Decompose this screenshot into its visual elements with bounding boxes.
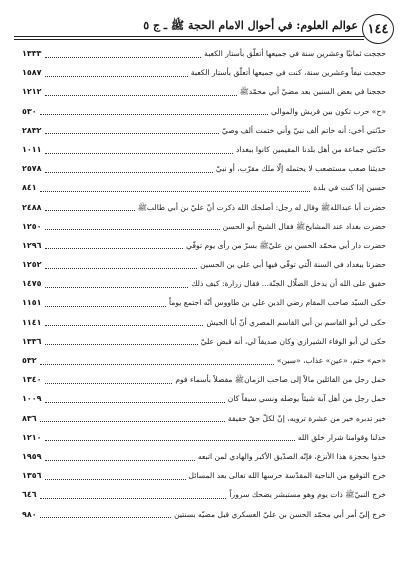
entry-page-number: ١١٥١ (22, 298, 42, 308)
index-entry (22, 255, 386, 274)
dot-leader (45, 286, 189, 288)
page-header (14, 14, 394, 42)
dot-leader (45, 171, 213, 173)
index-entry (22, 178, 386, 197)
dot-leader (45, 401, 225, 403)
index-entry (22, 236, 386, 255)
entry-text: حضرت دار أبي محمّد الحسن بن عليّﷺ بسرّ من رأى يوم توفّي (186, 240, 386, 250)
dot-leader (40, 190, 311, 192)
index-entry (22, 409, 386, 428)
dot-leader (45, 478, 186, 480)
dot-leader (45, 324, 204, 326)
index-entry (22, 447, 386, 466)
dot-leader (40, 516, 171, 518)
dot-leader (45, 267, 198, 269)
entry-text: حضرت بغداد عند المشايخﷺ فقال الشيخ أبو الحسن (222, 221, 386, 231)
entry-text: خذوا بحجزة هذا الأنزع، فإنّه الصدّيق الأكبر والهادي لمن اتبعه (197, 451, 386, 461)
entry-page-number: ٨٤١ (22, 183, 37, 193)
entry-text: حدّثني جماعة من أهل بلدنا المقيمين كانوا ببغداد (235, 144, 386, 154)
entry-text: حديثنا صعب مستصعب لا يحتمله إلّا ملك مقرّب، أو نبيّ (215, 164, 386, 174)
entry-page-number: ١١٤١ (22, 317, 42, 327)
index-entry (22, 293, 386, 312)
entry-text: حمل رجل من القائلين مالاً إلى صاحب الزمانﷺ مفصلاً بأسماء قوم (175, 375, 386, 385)
entry-page-number: ١٢١٠ (22, 432, 42, 442)
index-entry (22, 351, 386, 370)
entry-text: حضرت أبا عبداللهﷺ وقال له رجل: أصلحك الله ذكرت أنّ عليّ بن أبي طالبﷺ (137, 202, 386, 212)
entry-page-number: ١٢٩٦ (22, 240, 42, 250)
entry-text: خرج النبيّﷺ ذات يوم وهو مستبشر يضحك سروراً (229, 490, 386, 500)
dot-leader (45, 247, 184, 249)
entry-text: حقيق على الله أن يدخل الضلّال الجنّة... فقال زرارة: كيف ذلك (191, 279, 386, 289)
dot-leader (45, 343, 198, 345)
entry-text: حدّثني أخي: أنه خاتم ألف نبيّ وأني ختمت ألف وصيّ (221, 125, 386, 135)
entry-page-number: ١٣٣٦ (22, 336, 42, 346)
dot-leader (45, 152, 233, 154)
entry-page-number: ٥٣٠ (22, 106, 37, 116)
index-entry (22, 121, 386, 140)
entry-text: حكى لي أبو الوفاء الشيرازي وكان صديقاً لي، أنه قبض عليّ (200, 336, 386, 346)
header-rule-thin (14, 39, 364, 40)
entry-page-number: ١٩٥٩ (22, 451, 42, 461)
index-entries (22, 44, 386, 524)
index-entry (22, 102, 386, 121)
index-entry (22, 428, 386, 447)
entry-text: «ح» حرب تكون بين قريش والموالي (270, 106, 386, 116)
dot-leader (45, 209, 135, 211)
index-entry (22, 313, 386, 332)
entry-page-number: ١٣٤٠ (22, 375, 42, 385)
dot-leader (45, 459, 195, 461)
entry-page-number: ٥٣٢ (22, 356, 37, 365)
entry-page-number: ٢٤٨٨ (22, 202, 42, 212)
index-entry (22, 466, 386, 485)
entry-text: خرج إليّ أمر أبي محمّد الحسن بن عليّ العسكري قبل مضيّه بسنتين (174, 509, 386, 519)
index-entry (22, 82, 386, 101)
index-entry (22, 370, 386, 389)
entry-page-number: ١٥٨٧ (22, 68, 42, 78)
entry-page-number: ١٠٠٩ (22, 394, 42, 404)
entry-page-number: ٢٨٣٢ (22, 125, 42, 135)
index-entry (22, 217, 386, 236)
dot-leader (45, 94, 237, 96)
entry-text: حمل رجل من أهل آبة شيئاً يوصله ونسي سيفاً كان (227, 394, 386, 404)
dot-leader (40, 497, 227, 499)
entry-page-number: ١٣٥٦ (22, 471, 42, 481)
dot-leader (45, 439, 295, 441)
index-entry (22, 63, 386, 82)
dot-leader (40, 113, 268, 115)
entry-page-number: ٦٤٦ (22, 490, 37, 500)
entry-text: حكى السيّد صاحب المقام رضي الدين علي بن طاووس أنّه اجتمع يوماً (168, 298, 386, 308)
entry-page-number: ١٢٥٠ (22, 221, 42, 231)
entry-text: حكى لي أبو القاسم بن أبي القاسم المصري أنّ أبا الجيش (206, 317, 386, 327)
entry-page-number: ١٠١١ (22, 144, 42, 154)
entry-text: حججت ثمانيًا وعشرين سنة في جميعها أتعلّق بأستار الكعبة (204, 49, 386, 58)
entry-page-number: ٢٥٧٨ (22, 164, 42, 174)
index-entry (22, 389, 386, 408)
index-entry (22, 485, 386, 504)
dot-leader (45, 132, 219, 134)
entry-text: حججت نيفاً وعشرين سنة، كنت في جميعها أتعلّق بأستار الكعبة (190, 68, 386, 78)
dot-leader (45, 56, 202, 58)
index-entry (22, 198, 386, 217)
entry-page-number: ١٢١٢ (22, 87, 42, 97)
dot-leader (45, 75, 188, 77)
entry-text: حضرنا ببغداد في السنة الّتي توفّي فيها أبي علي بن الحسين (200, 260, 386, 270)
entry-text: خبر تدبره خير من عشرة ترويه، إنّ لكلّ حقّ حقيقة (227, 413, 386, 423)
dot-leader (45, 305, 166, 307)
page-number-badge: ١٤٤ (362, 14, 394, 44)
entry-text: «حم» حتم، «عين» عذاب، «سين» (276, 356, 386, 365)
dot-leader (45, 382, 173, 384)
dot-leader (40, 420, 225, 422)
entry-text: خذلنا وقوامنا شرار خلق الله (297, 432, 386, 442)
index-entry (22, 274, 386, 293)
header-rule (14, 36, 364, 37)
entry-text: حججنا في بعض السنين بعد مضيّ أبي محمّدﷺ (239, 87, 386, 97)
entry-page-number: ١٤٧٥ (22, 279, 42, 289)
index-entry (22, 505, 386, 524)
index-entry (22, 140, 386, 159)
dot-leader (45, 228, 220, 230)
entry-text: خرج التوقيع من الناحية المقدّسة حرسها الله تعالى بعد المسائل (188, 471, 386, 481)
entry-page-number: ٨٣٦ (22, 413, 37, 423)
entry-page-number: ١٢٥٢ (22, 260, 42, 270)
index-entry (22, 332, 386, 351)
running-title: عوالم العلوم: في أحوال الامام الحجة ﷺ ـ ج ٥ (143, 19, 358, 32)
entry-page-number: ١٣٣٣ (22, 49, 42, 58)
index-entry (22, 44, 386, 63)
dot-leader (40, 363, 274, 365)
index-entry (22, 159, 386, 178)
entry-text: حسين إذا كنت في بلدة (313, 183, 386, 193)
entry-page-number: ٩٨٠ (22, 509, 37, 519)
